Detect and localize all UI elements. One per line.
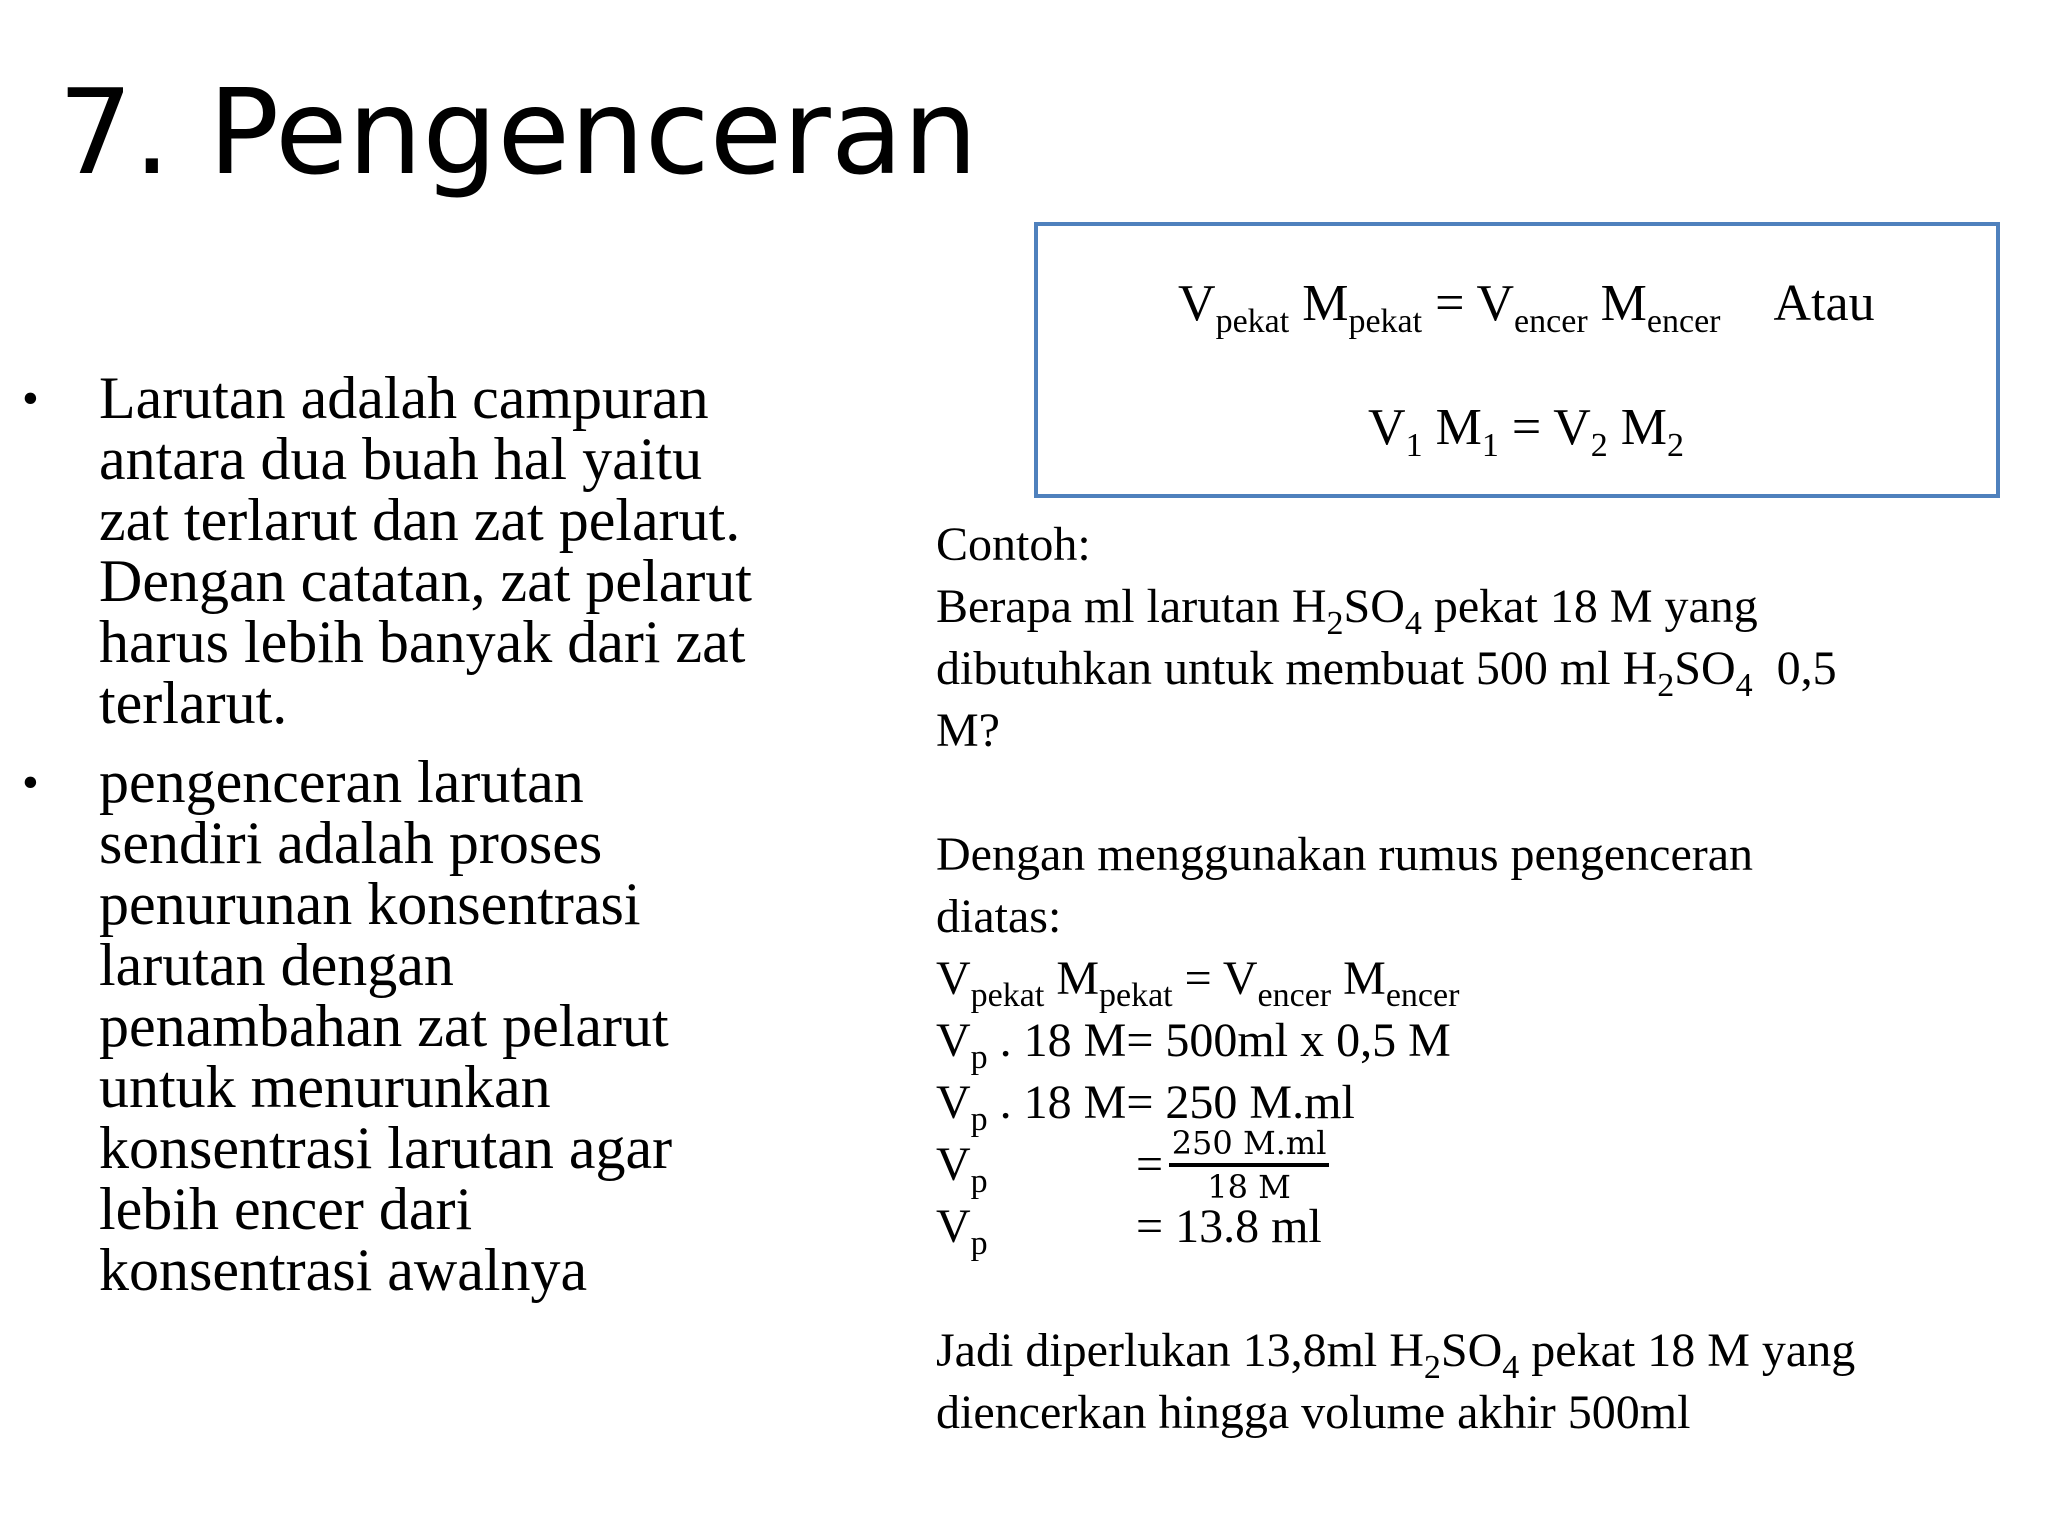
subscript: encer — [1646, 303, 1721, 340]
method-line: diatas: — [936, 890, 1062, 943]
subscript: p — [970, 1039, 988, 1076]
bullet-line: konsentrasi larutan agar — [99, 1115, 673, 1181]
spacer — [936, 762, 2026, 824]
subscript: 4 — [1502, 1349, 1520, 1386]
fraction-numerator: 250 M.ml — [1171, 1124, 1327, 1162]
step-row-3: $V_p$ = $\frac{250 M.ml}{18 M}$ — [936, 1134, 2026, 1196]
bullet-item-dilution-definition — [18, 749, 808, 1303]
result-value: = 13.8 ml — [1136, 1200, 1322, 1253]
subscript: 4 — [1735, 667, 1753, 704]
var-m: M — [1600, 275, 1647, 332]
formula-pekat-encer — [1178, 274, 1875, 340]
subscript: p — [970, 1163, 988, 1200]
bullet-line: antara dua buah hal yaitu — [99, 426, 703, 492]
bullet-icon: • — [22, 756, 39, 809]
conclusion-line: Jadi diperlukan 13,8ml $H_2SO_4$ pekat 18 M yang — [936, 1324, 1856, 1386]
subscript: 4 — [1404, 605, 1422, 642]
dilution-formula-box — [1034, 222, 2000, 498]
step-row-2: $V_p$ . 18 M= 250 M.ml — [936, 1076, 1355, 1138]
subscript: 2 — [1590, 427, 1608, 464]
equals-sign: = — [1511, 399, 1542, 456]
question-line: M? — [936, 704, 1000, 757]
var-m: M — [1435, 399, 1482, 456]
example-section — [936, 514, 2026, 1444]
subscript: pekat — [1348, 303, 1423, 340]
bullet-item-solution-definition — [18, 365, 808, 736]
subscript: pekat — [1215, 303, 1290, 340]
subscript: 2 — [1326, 605, 1344, 642]
subscript: 1 — [1405, 427, 1423, 464]
conclusion-line: diencerkan hingga volume akhir 500ml — [936, 1386, 1691, 1439]
bullet-line: terlarut. — [99, 670, 288, 736]
equals-sign: = — [1435, 275, 1465, 332]
subscript: encer — [1257, 977, 1332, 1014]
atau-label: Atau — [1773, 275, 1875, 332]
question-line: Berapa ml larutan $H_2SO_4$ pekat 18 M yang — [936, 580, 1758, 642]
question-line: dibutuhkan untuk membuat 500 ml $H_2SO_4$ 0,5 — [936, 642, 1837, 704]
subscript: p — [970, 1225, 988, 1262]
var-v: V — [1368, 399, 1406, 456]
bullet-line: larutan dengan — [99, 932, 454, 998]
fraction-denominator: 18 M — [1207, 1168, 1291, 1206]
example-label: Contoh: — [936, 518, 1091, 571]
bullet-line: untuk menurunkan — [99, 1054, 551, 1120]
subscript: encer — [1385, 977, 1460, 1014]
fraction — [1169, 1123, 1329, 1207]
var-m: M — [1620, 399, 1668, 456]
subscript: p — [970, 1101, 988, 1138]
subscript: pekat — [970, 977, 1045, 1014]
subscript: 2 — [1667, 427, 1685, 464]
var-v: V — [1553, 399, 1591, 456]
bullet-line: penambahan zat pelarut — [99, 993, 669, 1059]
bullet-line: konsentrasi awalnya — [99, 1237, 588, 1303]
subscript: 2 — [1657, 667, 1675, 704]
subscript: encer — [1514, 303, 1588, 340]
bullet-line: harus lebih banyak dari zat — [99, 609, 746, 675]
bullet-list — [18, 365, 808, 1319]
slide-title: 7. Pengenceran — [58, 63, 978, 201]
bullet-line: lebih encer dari — [99, 1176, 473, 1242]
step-row-1: $V_p$ . 18 M= 500ml x 0,5 M — [936, 1014, 1451, 1076]
step-row-4: $V_p$ = 13.8 ml — [936, 1196, 2026, 1258]
subscript: 2 — [1423, 1349, 1441, 1386]
bullet-line: sendiri adalah proses — [99, 810, 603, 876]
bullet-line: pengenceran larutan — [99, 749, 584, 815]
equals-sign: = — [1136, 1138, 1164, 1191]
bullet-icon: • — [22, 372, 39, 425]
var-v: V — [1476, 275, 1515, 332]
bullet-line: penurunan konsentrasi — [99, 871, 641, 937]
method-line: Dengan menggunakan rumus pengenceran — [936, 828, 1754, 881]
var-m: M — [1302, 275, 1349, 332]
subscript: pekat — [1099, 977, 1173, 1014]
step-formula: $V_{pekat}$ $M_{pekat} = V_{encer}$ $M_{encer}$ — [936, 952, 1460, 1014]
spacer — [936, 1258, 2026, 1320]
bullet-line: zat terlarut dan zat pelarut. — [99, 487, 741, 553]
subscript: 1 — [1481, 427, 1499, 464]
bullet-line: Larutan adalah campuran — [99, 365, 709, 431]
formula-numbered — [1368, 398, 1685, 464]
bullet-line: Dengan catatan, zat pelarut — [99, 548, 752, 614]
var-v: V — [1178, 275, 1216, 332]
